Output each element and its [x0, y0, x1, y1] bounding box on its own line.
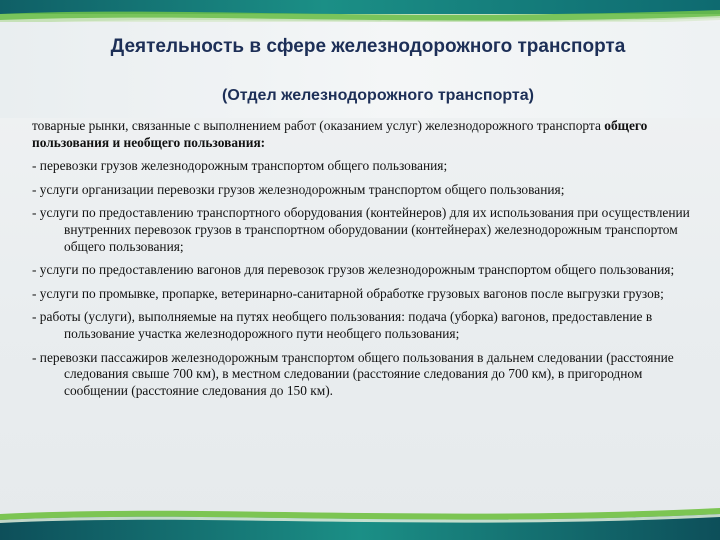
- list-item: - перевозки пассажиров железнодорожным транспортом общего пользования в дальнем следовании (расстояние следования свыше 700 км), в местном следовании (расстояние следования до 700 км), в пригородном сообщении (расстояние следования до 150 км).: [32, 349, 674, 398]
- list-item: - работы (услуги), выполняемые на путях необщего пользования: подача (уборка) вагонов, предоставление в пользование участка железнодорожного пути необщего пользования;: [32, 309, 653, 341]
- list-item: - услуги организации перевозки грузов железнодорожным транспортом общего пользования;: [32, 181, 565, 197]
- list-item: - перевозки грузов железнодорожным транспортом общего пользования;: [32, 158, 448, 174]
- list-item: - услуги по промывке, пропарке, ветеринарно-санитарной обработке грузовых вагонов после выгрузки грузов;: [32, 285, 664, 301]
- intro-bold-text: общего пользования и необщего пользования:: [32, 118, 648, 150]
- list-item: - услуги по предоставлению вагонов для перевозок грузов железнодорожным транспортом общего пользования;: [32, 262, 675, 278]
- body-text: [32, 118, 700, 406]
- intro-text: товарные рынки, связанные с выполнением работ (оказанием услуг) железнодорожного транспорта: [32, 118, 605, 133]
- bottom-decorative-border: [0, 498, 720, 540]
- intro-paragraph: [32, 118, 700, 151]
- slide-title: Деятельность в сфере железнодорожного транспорта: [110, 36, 626, 57]
- list-item: - услуги по предоставлению транспортного оборудования (контейнеров) для их использования при осуществлении внутренних перевозок грузов в транспортном оборудовании (контейнерах) железнодорожным транспортом общего пользования;: [32, 205, 690, 254]
- slide-subtitle: (Отдел железнодорожного транспорта): [222, 87, 534, 104]
